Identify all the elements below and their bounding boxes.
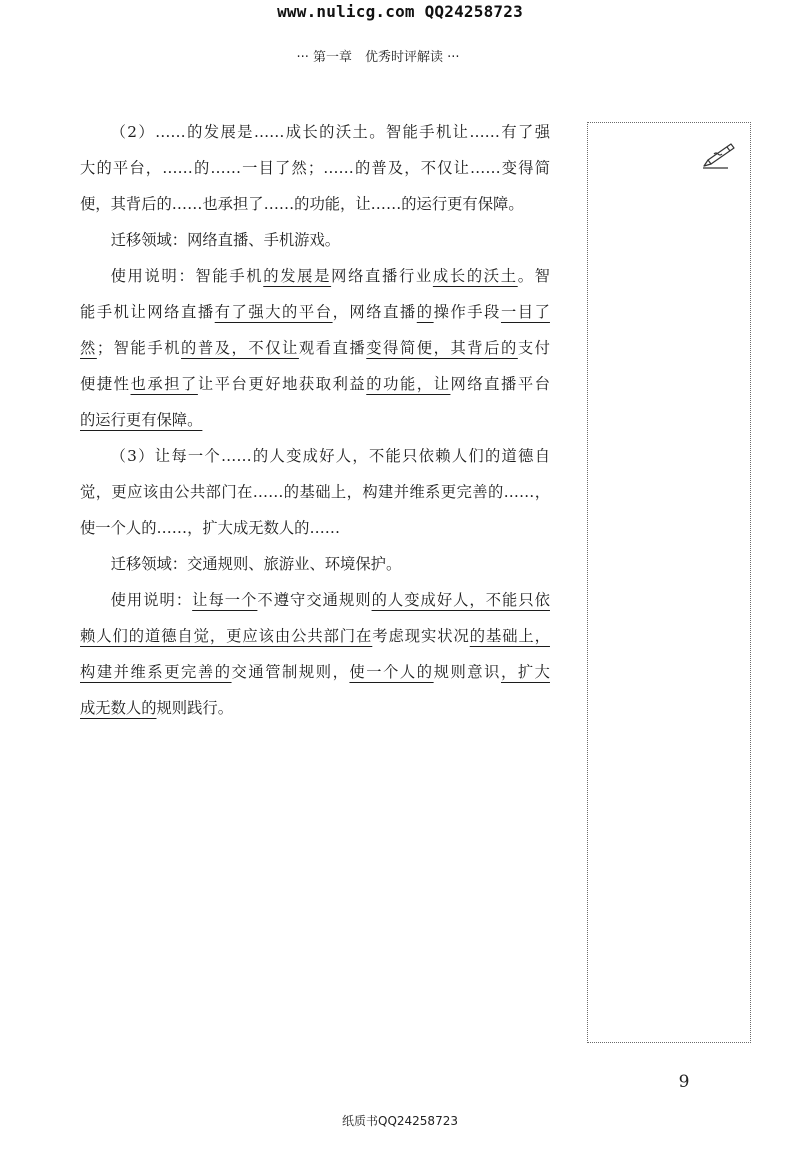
text-segment: 考虑现实状况 [372, 627, 470, 645]
text-line [80, 510, 550, 546]
underlined-text: 的运行更有保障。 [80, 411, 203, 429]
site-watermark: www.nulicg.com QQ24258723 [277, 2, 523, 21]
body-text [80, 114, 550, 726]
paragraph [80, 114, 550, 222]
underlined-text: 让每一个 [192, 591, 258, 609]
text-segment: ，网络直播 [332, 303, 417, 321]
footer-note: 纸质书QQ24258723 [342, 1114, 458, 1128]
underlined-text: 变得简便，其背后的 [366, 339, 518, 357]
text-segment: 觉，更应该由公共部门在……的基础上，构建并维系更完善的……， [80, 483, 550, 501]
underlined-text: 的普及，不仅让 [181, 339, 299, 357]
underlined-text: ，扩大 [500, 663, 550, 681]
text-segment: 便，其背后的……也承担了……的功能，让……的运行更有保障。 [80, 195, 524, 213]
text-line [80, 150, 550, 186]
text-segment: 支付 [517, 339, 550, 357]
text-line [80, 294, 550, 330]
text-segment: 迁移领域：网络直播、手机游戏。 [110, 231, 341, 249]
text-segment: 交通管制规则， [231, 663, 350, 681]
page-number: 9 [678, 1072, 690, 1092]
underlined-text: 使一个人的 [349, 663, 434, 681]
underlined-text: 也承担了 [130, 375, 198, 393]
underlined-text: 构建并维系更完善的 [80, 663, 232, 681]
text-segment: 使一个人的……，扩大成无数人的…… [80, 519, 341, 537]
underlined-text: 有了强大的平台 [214, 303, 333, 321]
text-segment: 网络直播平台 [450, 375, 550, 393]
text-line [80, 690, 550, 726]
text-segment: 操作手段 [433, 303, 501, 321]
pen-icon [700, 136, 740, 170]
text-line [80, 258, 550, 294]
text-segment: （2）……的发展是……成长的沃土。智能手机让……有了强 [110, 123, 550, 141]
text-line [80, 546, 550, 582]
text-segment: 使用说明： [110, 591, 193, 609]
paragraph [80, 258, 550, 438]
underlined-text: 的发展是 [263, 267, 332, 285]
text-segment: 观看直播 [298, 339, 367, 357]
text-line [80, 402, 550, 438]
text-line [80, 186, 550, 222]
paragraph [80, 438, 550, 546]
text-segment: 能手机让网络直播 [80, 303, 215, 321]
underlined-text: 的基础上， [469, 627, 550, 645]
text-line [80, 438, 550, 474]
underlined-text: 然 [80, 339, 97, 357]
text-line [80, 330, 550, 366]
text-line [80, 654, 550, 690]
paragraph [80, 222, 550, 258]
text-segment: 不遵守交通规则 [257, 591, 372, 609]
underlined-text: 赖人们的道德自觉，更应该由公共部门在 [80, 627, 373, 645]
underlined-text: 的人变成好人，不能只依 [371, 591, 550, 609]
underlined-text: 成无数人的 [80, 699, 157, 717]
text-segment: 大的平台，……的……一目了然；……的普及，不仅让……变得简 [80, 159, 550, 177]
text-segment: 便捷性 [80, 375, 131, 393]
notes-margin-box [587, 122, 751, 1043]
text-segment: 规则意识 [433, 663, 501, 681]
paragraph [80, 546, 550, 582]
underlined-text: 成长的沃土 [432, 267, 518, 285]
text-segment: 。智 [517, 267, 550, 285]
underlined-text: 的 [416, 303, 434, 321]
text-segment: 使用说明：智能手机 [110, 267, 264, 285]
text-segment: 迁移领域：交通规则、旅游业、环境保护。 [110, 555, 402, 573]
underlined-text: 一目了 [500, 303, 550, 321]
text-line [80, 222, 550, 258]
text-line [80, 366, 550, 402]
text-line [80, 114, 550, 150]
chapter-header: ··· 第一章 优秀时评解读 ··· [296, 50, 460, 65]
text-line [80, 618, 550, 654]
text-line [80, 474, 550, 510]
text-segment: 网络直播行业 [331, 267, 433, 285]
underlined-text: 的功能，让 [366, 375, 451, 393]
text-line [80, 582, 550, 618]
paragraph [80, 582, 550, 726]
text-segment: （3）让每一个……的人变成好人，不能只依赖人们的道德自 [110, 447, 550, 465]
text-segment: 规则践行。 [156, 699, 233, 717]
text-segment: ；智能手机 [96, 339, 182, 357]
text-segment: 让平台更好地获取利益 [197, 375, 367, 393]
